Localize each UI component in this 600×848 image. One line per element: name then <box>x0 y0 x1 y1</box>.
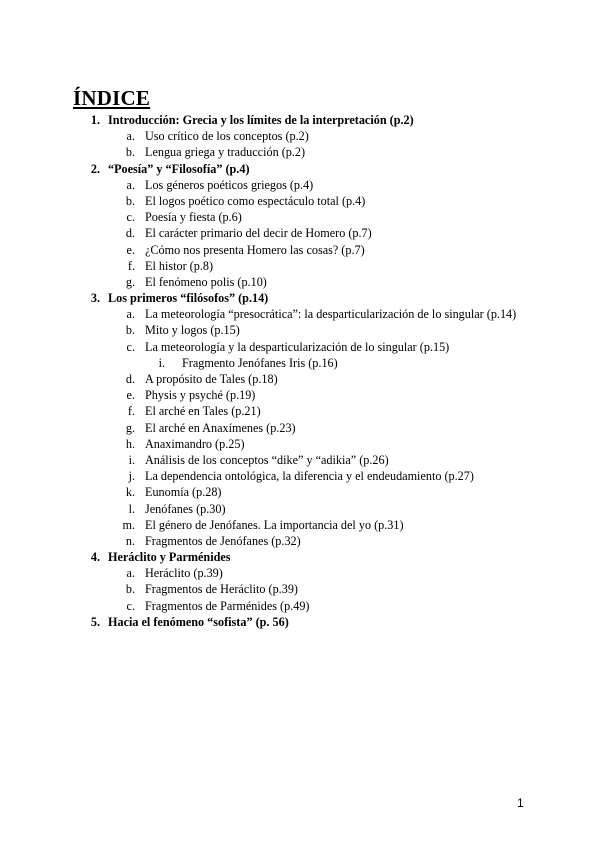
toc-item-text: Fragmento Jenófanes Iris (p.16) <box>182 355 338 370</box>
toc-item-text: Mito y logos (p.15) <box>145 323 240 338</box>
toc-subsection <box>0 581 600 597</box>
toc-item-number: 1. <box>90 113 100 127</box>
toc-item-number: b. <box>125 145 135 160</box>
toc-subsection <box>0 436 600 452</box>
page-number: 1 <box>517 796 524 810</box>
toc-item-text: La meteorología y la desparticularización de lo singular (p.15) <box>145 339 450 354</box>
toc-section <box>0 549 600 565</box>
toc-item-number: a. <box>126 566 135 581</box>
toc-item-text: Fragmentos de Jenófanes (p.32) <box>145 533 301 548</box>
document-title: ÍNDICE <box>73 86 151 111</box>
toc-item-number: i. <box>128 452 135 467</box>
toc-item-number: c. <box>126 210 135 225</box>
toc-subsection <box>0 128 600 144</box>
toc-item-number: c. <box>126 598 135 613</box>
toc-item-text: Los primeros “filósofos” (p.14) <box>108 291 269 306</box>
toc-item-text: Anaximandro (p.25) <box>145 436 245 451</box>
toc-subsection <box>0 533 600 549</box>
toc-item-number: f. <box>127 258 135 273</box>
toc-item-text: Hacia el fenómeno “sofista” (p. 56) <box>108 614 289 629</box>
toc-item-number: i. <box>158 355 165 370</box>
toc-item-text: Heráclito y Parménides <box>108 550 231 565</box>
toc-subsection <box>0 193 600 209</box>
toc-item-text: Jenófanes (p.30) <box>145 501 226 516</box>
toc-item-text: Fragmentos de Heráclito (p.39) <box>145 582 298 597</box>
toc-item-text: Poesía y fiesta (p.6) <box>145 210 242 225</box>
toc-item-number: h. <box>125 436 135 451</box>
toc-item-text: “Poesía” y “Filosofía” (p.4) <box>108 161 250 176</box>
toc-item-number: d. <box>125 372 135 386</box>
toc-subsection <box>0 209 600 225</box>
toc-item-number: k. <box>125 485 135 500</box>
toc-subsection <box>0 274 600 290</box>
toc-item-text: El arché en Tales (p.21) <box>145 404 261 419</box>
toc-item-number: 3. <box>90 291 100 306</box>
toc-item-number: e. <box>126 242 135 257</box>
toc-subsection <box>0 565 600 581</box>
toc-item-text: La meteorología “presocrática”: la desparticularización de lo singular (p.14) <box>145 307 517 322</box>
toc-subsection <box>0 468 600 484</box>
toc-item-number: j. <box>128 469 135 484</box>
toc-subsubsection <box>0 355 600 371</box>
toc-subsection <box>0 242 600 258</box>
toc-item-number: b. <box>125 323 135 338</box>
toc-subsection <box>0 403 600 419</box>
toc-item-number: g. <box>125 420 135 435</box>
toc-subsection <box>0 501 600 517</box>
toc-item-text: Lengua griega y traducción (p.2) <box>145 145 306 160</box>
toc-item-number: a. <box>126 129 135 144</box>
toc-item-number: 2. <box>90 161 100 176</box>
toc-subsection <box>0 339 600 355</box>
toc-subsection <box>0 306 600 322</box>
toc-item-number: d. <box>125 226 135 241</box>
toc-subsection <box>0 371 600 387</box>
toc-subsection <box>0 452 600 468</box>
toc-subsection <box>0 484 600 500</box>
toc-subsection <box>0 258 600 274</box>
toc-item-text: Los géneros poéticos griegos (p.4) <box>145 177 314 192</box>
toc-item-number: m. <box>122 517 135 532</box>
toc-section <box>0 614 600 630</box>
toc-item-text: El logos poético como espectáculo total (p.4) <box>145 193 366 208</box>
toc-item-number: 5. <box>90 614 100 629</box>
toc-item-text: El género de Jenófanes. La importancia del yo (p.31) <box>145 517 404 532</box>
toc-item-text: Uso crítico de los conceptos (p.2) <box>145 129 309 144</box>
toc-subsection <box>0 517 600 533</box>
toc-section <box>0 161 600 177</box>
toc-item-number: f. <box>127 404 135 419</box>
toc-item-text: Eunomía (p.28) <box>145 485 222 500</box>
toc-item-text: Physis y psyché (p.19) <box>145 388 256 403</box>
toc-subsection <box>0 598 600 614</box>
toc-item-number: a. <box>126 307 135 322</box>
toc-section <box>0 290 600 306</box>
toc-item-number: b. <box>125 582 135 597</box>
toc-item-text: ¿Cómo nos presenta Homero las cosas? (p.7) <box>145 242 365 257</box>
toc-item-text: El arché en Anaxímenes (p.23) <box>145 420 296 435</box>
toc-item-number: b. <box>125 193 135 208</box>
table-of-contents <box>0 112 600 630</box>
toc-subsection <box>0 322 600 338</box>
toc-section <box>0 112 600 128</box>
toc-item-text: Introducción: Grecia y los límites de la interpretación (p.2) <box>108 113 414 127</box>
toc-item-number: a. <box>126 177 135 192</box>
toc-item-text: La dependencia ontológica, la diferencia y el endeudamiento (p.27) <box>145 469 474 484</box>
toc-item-text: El histor (p.8) <box>145 258 214 273</box>
toc-subsection <box>0 387 600 403</box>
toc-item-number: e. <box>126 388 135 403</box>
toc-subsection <box>0 177 600 193</box>
toc-item-text: El fenómeno polis (p.10) <box>145 274 267 289</box>
toc-subsection <box>0 225 600 241</box>
toc-subsection <box>0 144 600 160</box>
toc-item-text: A propósito de Tales (p.18) <box>145 372 278 386</box>
toc-item-text: El carácter primario del decir de Homero (p.7) <box>145 226 372 241</box>
toc-item-number: l. <box>128 501 135 516</box>
toc-item-text: Heráclito (p.39) <box>145 566 223 581</box>
toc-item-number: 4. <box>90 550 100 565</box>
toc-item-number: c. <box>126 339 135 354</box>
toc-item-text: Fragmentos de Parménides (p.49) <box>145 598 310 613</box>
toc-subsection <box>0 420 600 436</box>
toc-item-number: n. <box>125 533 135 548</box>
toc-item-number: g. <box>125 274 135 289</box>
toc-item-text: Análisis de los conceptos “dike” y “adikia” (p.26) <box>145 452 389 467</box>
